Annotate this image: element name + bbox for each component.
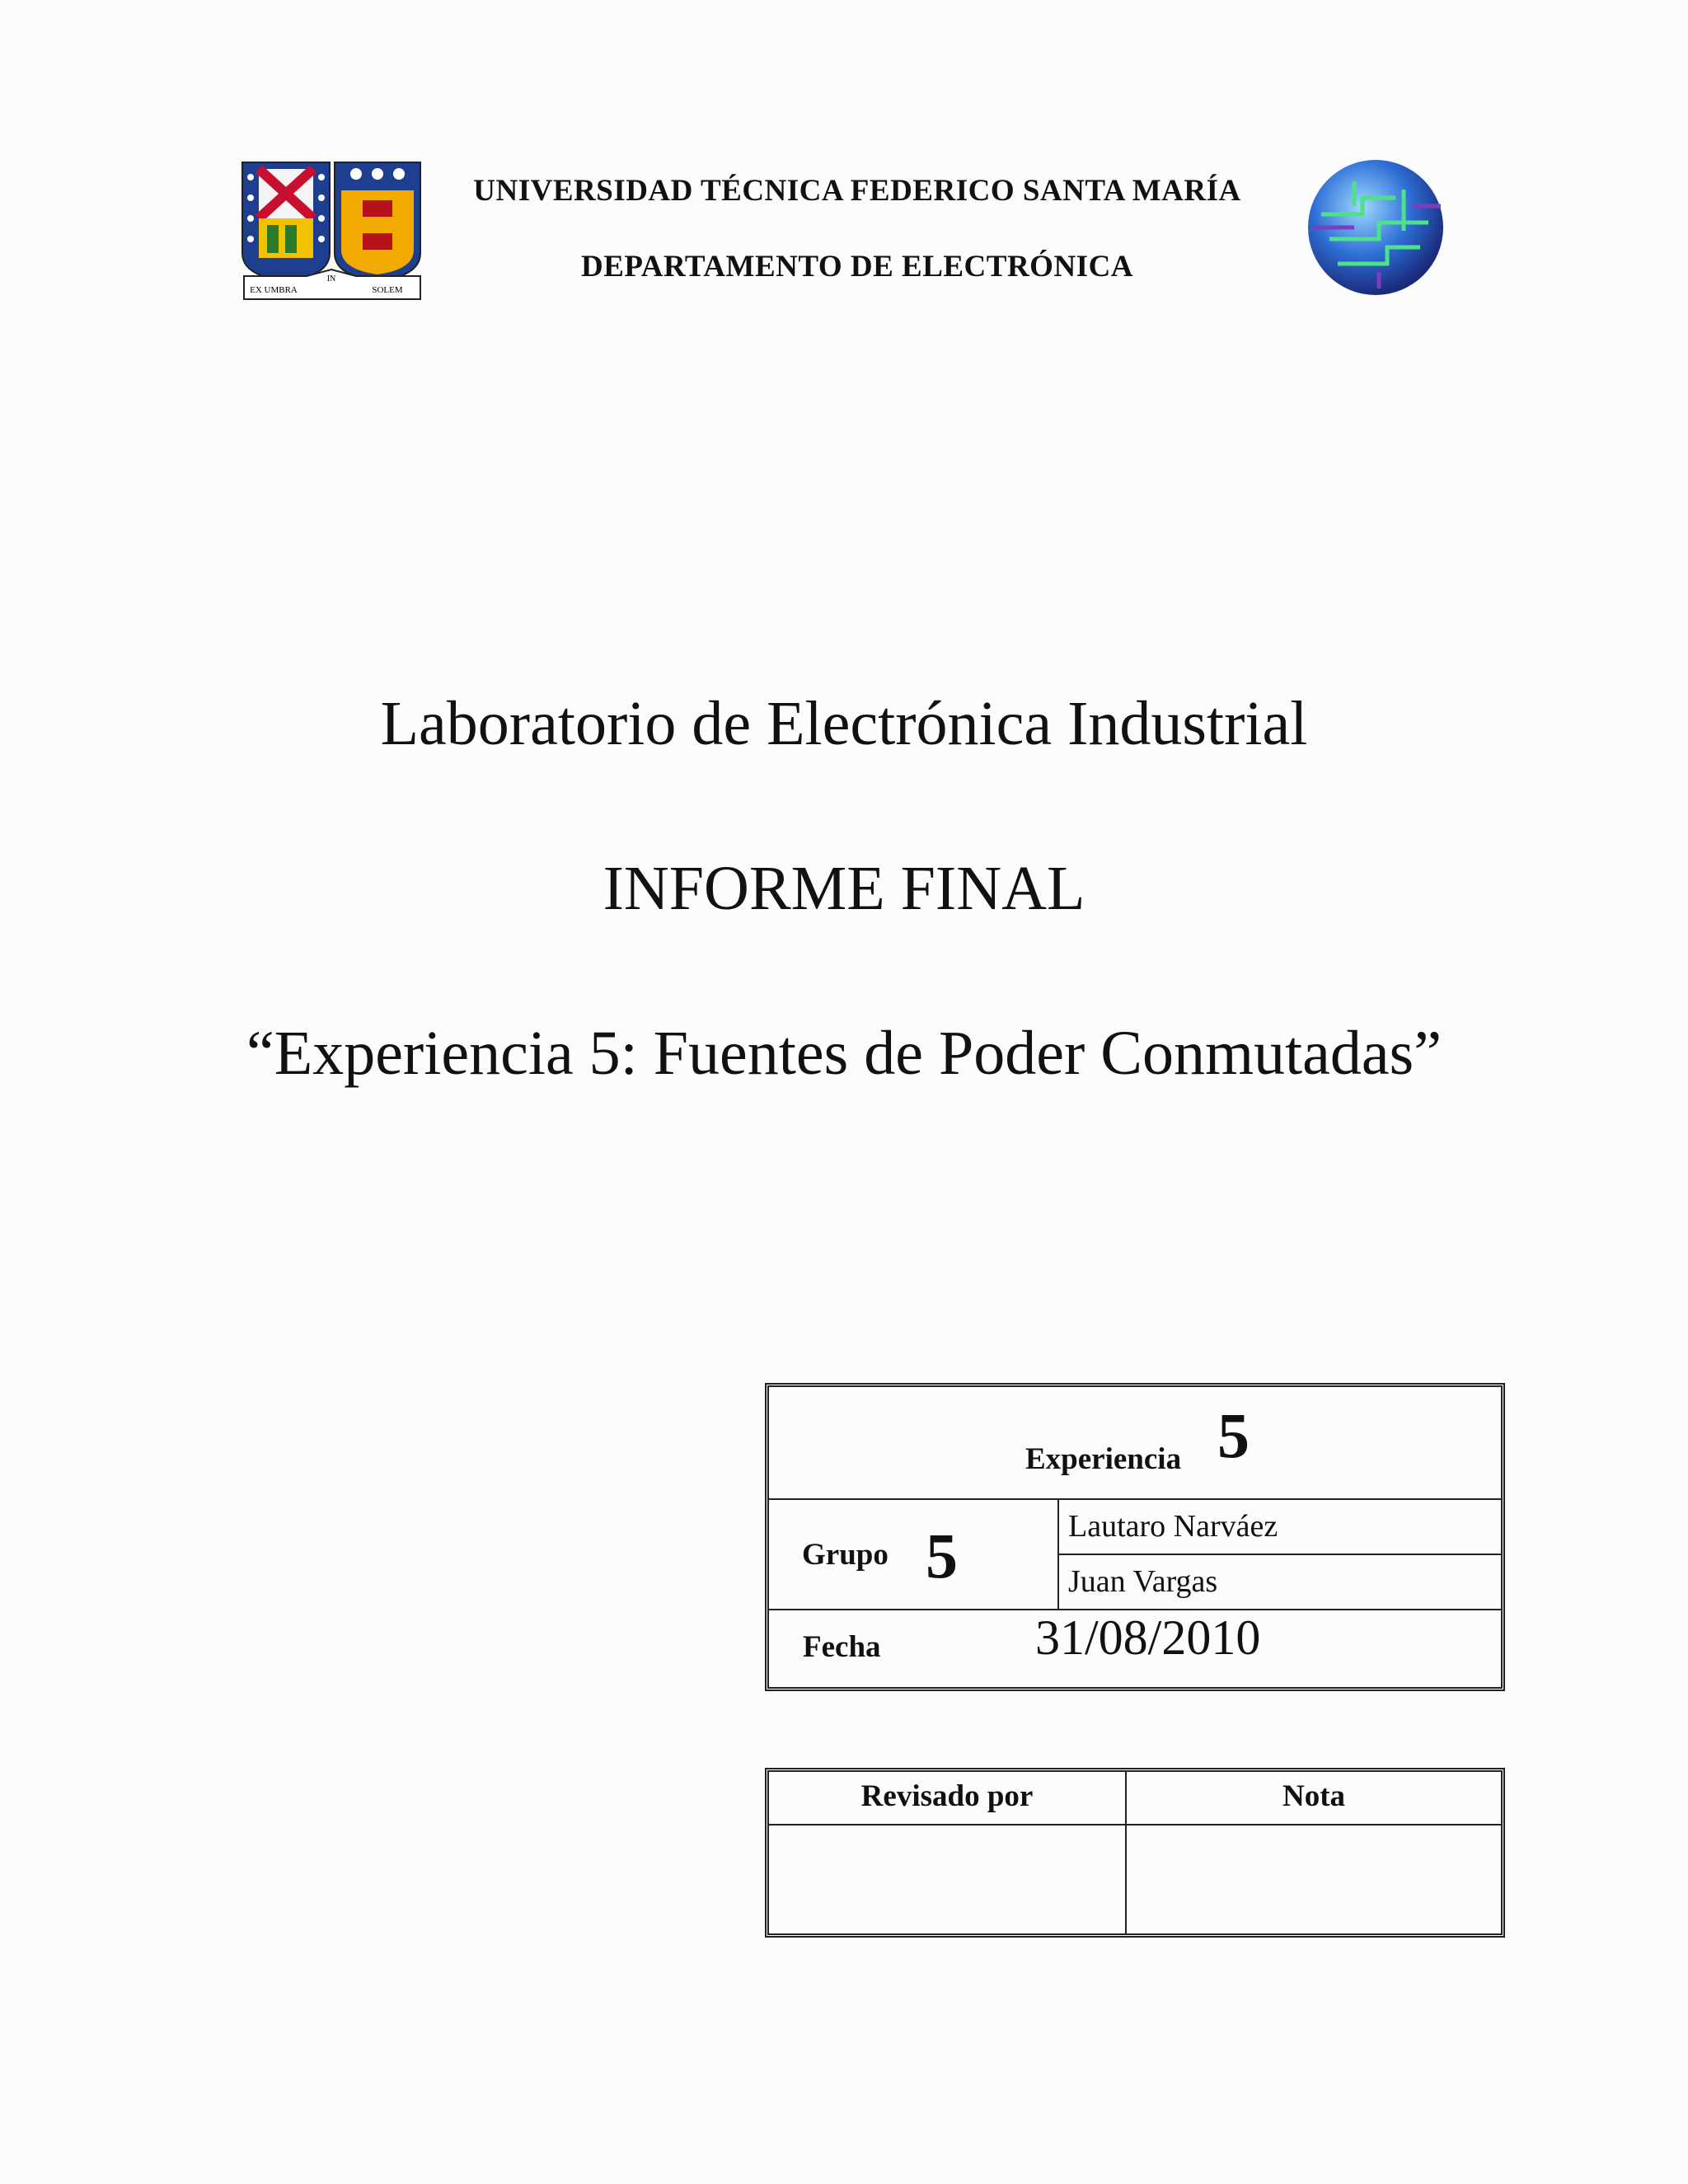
nota-header: Nota: [1282, 1779, 1346, 1813]
university-crest-logo: [241, 161, 424, 301]
svg-text:EX UMBRA: EX UMBRA: [250, 285, 298, 295]
nota-cell: [1133, 1831, 1494, 1927]
info-table: [765, 1383, 1505, 1691]
experiment-title: “Experiencia 5: Fuentes de Poder Conmutadas”: [246, 1019, 1442, 1088]
experiencia-value: 5: [1217, 1399, 1250, 1471]
report-title: INFORME FINAL: [603, 854, 1085, 923]
svg-text:SOLEM: SOLEM: [372, 285, 403, 295]
circuit-globe-logo: [1305, 157, 1447, 298]
university-name: UNIVERSIDAD TÉCNICA FEDERICO SANTA MARÍA: [473, 174, 1241, 208]
revisado-por-cell: [776, 1831, 1118, 1927]
svg-text:IN: IN: [326, 274, 336, 284]
header-divider: [769, 1824, 1501, 1825]
department-name: DEPARTAMENTO DE ELECTRÓNICA: [580, 250, 1134, 284]
member-name: Lautaro Narváez: [1068, 1509, 1278, 1544]
grupo-label: Grupo: [802, 1538, 889, 1572]
grupo-value: 5: [926, 1520, 958, 1591]
revisado-por-header: Revisado por: [860, 1779, 1034, 1813]
column-divider: [1057, 1498, 1059, 1610]
experiencia-label: Experiencia: [1025, 1442, 1182, 1476]
row-divider: [1057, 1554, 1501, 1555]
review-table: [765, 1768, 1505, 1938]
member-name: Juan Vargas: [1068, 1564, 1218, 1599]
fecha-value: 31/08/2010: [1035, 1610, 1261, 1665]
course-title: Laboratorio de Electrónica Industrial: [380, 689, 1308, 758]
row-divider: [769, 1498, 1501, 1500]
fecha-label: Fecha: [803, 1630, 881, 1664]
